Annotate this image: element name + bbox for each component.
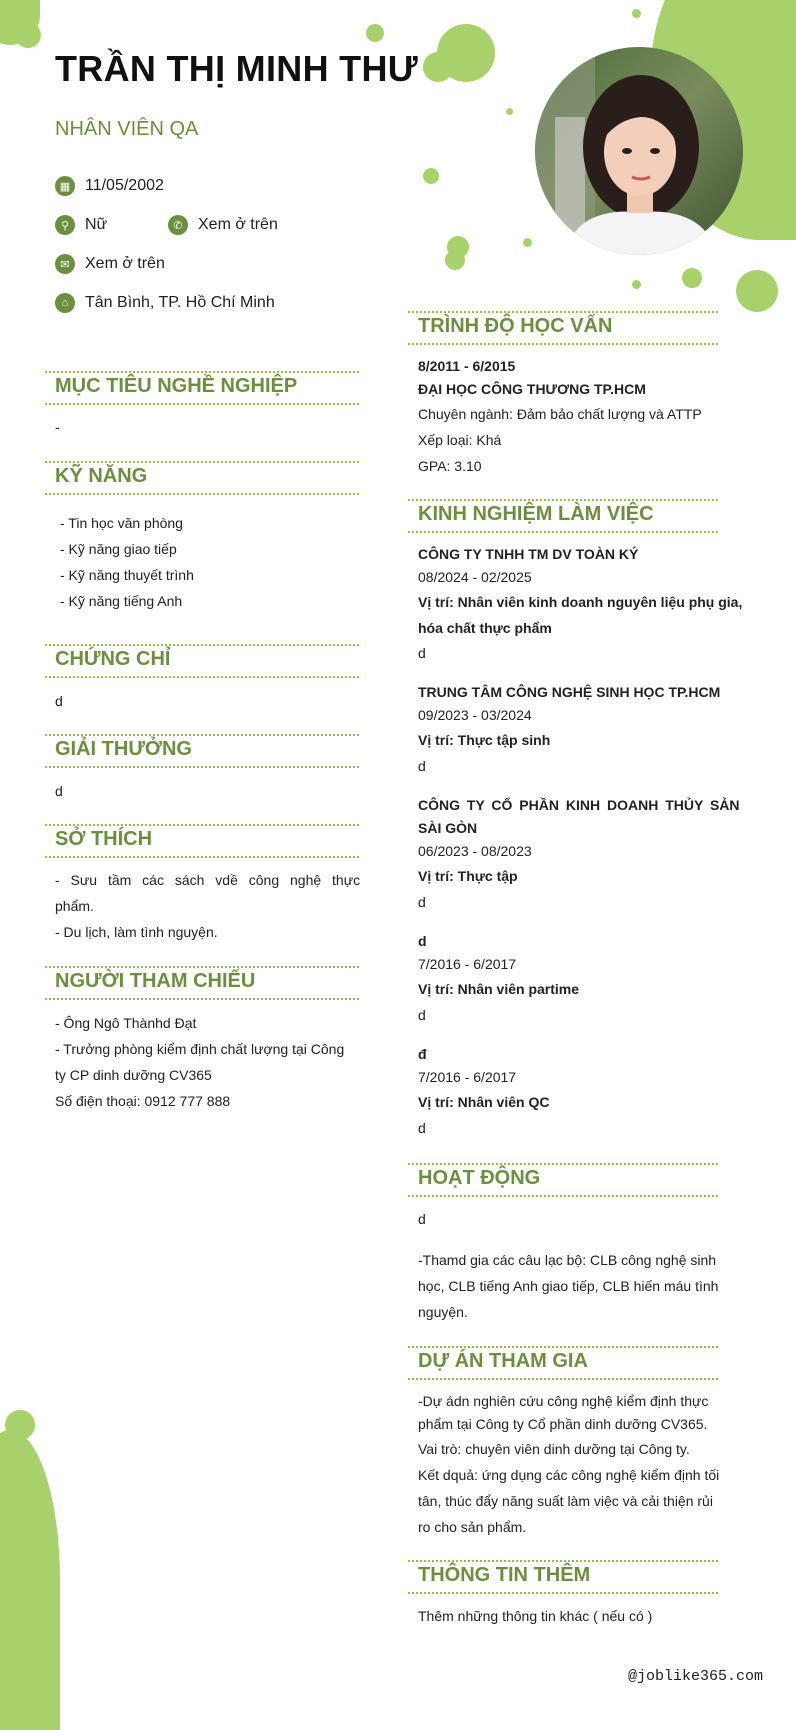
education-gpa: GPA: 3.10 (418, 458, 482, 474)
job-period: 09/2023 - 03/2024 (418, 707, 532, 723)
bubble-small-9 (682, 268, 702, 288)
experience-heading (408, 499, 718, 533)
job-position: Vị trí: Nhân viên kinh doanh nguyên liệu phụ gia, (418, 594, 743, 610)
objective-heading (45, 371, 359, 405)
activities-line: học, CLB tiếng Anh giao tiếp, CLB hiến máu tình (418, 1278, 719, 1294)
projects-line: tân, thúc đẩy năng suất làm việc và cải thiện rủi (418, 1493, 713, 1509)
job-position: Vị trí: Thực tập (418, 868, 518, 884)
skills-item: - Kỹ năng thuyết trình (60, 567, 194, 583)
job-period: 7/2016 - 6/2017 (418, 956, 517, 972)
projects-line: phẩm tại Công ty Cổ phần dinh dưỡng CV365. (418, 1416, 708, 1432)
activities-heading (408, 1163, 718, 1197)
education-heading (408, 311, 718, 345)
projects-heading (408, 1346, 718, 1380)
skills-item: - Kỹ năng tiếng Anh (60, 593, 183, 609)
education-title: TRÌNH ĐỘ HỌC VẤN (418, 315, 613, 337)
job-company: CÔNG TY CỔ PHẦN KINH DOANH THỦY SẢN (418, 797, 740, 813)
hobbies-line: - Sưu tầm các sách vdề công nghệ thực (55, 872, 361, 888)
bubble-small-7 (523, 238, 532, 247)
bottom-left-dot (5, 1410, 35, 1440)
projects-title: DỰ ÁN THAM GIA (418, 1350, 588, 1372)
projects-line: -Dự ádn nghiên cứu công nghệ kiểm định thực (418, 1393, 709, 1409)
job-position: Vị trí: Nhân viên QC (418, 1094, 550, 1110)
job-position: Vị trí: Thực tập sinh (418, 732, 551, 748)
activities-title: HOẠT ĐỘNG (418, 1167, 541, 1189)
job-period: 7/2016 - 6/2017 (418, 1069, 517, 1085)
job-desc: d (418, 758, 426, 774)
certificates-heading (45, 644, 359, 678)
references-heading (45, 966, 359, 1000)
hobbies-line: phẩm. (55, 898, 94, 914)
job-company: d (418, 933, 427, 949)
job-company: SÀI GÒN (418, 820, 478, 836)
bubble-large-2 (736, 270, 778, 312)
awards-text: d (55, 783, 63, 799)
watermark: @joblike365.com (628, 1668, 764, 1685)
job-desc: d (418, 645, 426, 661)
email-row (55, 254, 165, 274)
skills-item: - Tin học văn phòng (60, 515, 183, 531)
avatar-photo (535, 47, 743, 255)
address-row (55, 293, 275, 313)
bubble-small-6 (445, 250, 465, 270)
skills-title: KỸ NĂNG (55, 465, 148, 487)
hobbies-heading (45, 824, 359, 858)
objective-text: - (55, 419, 60, 435)
phone-value: Xem ở trên (198, 216, 278, 233)
candidate-name: TRẦN THỊ MINH THƯ (55, 48, 418, 89)
more-info-heading (408, 1560, 718, 1594)
home-icon: ⌂ (55, 293, 75, 313)
birthday-value: 11/05/2002 (85, 177, 164, 194)
experience-title: KINH NGHIỆM LÀM VIỆC (418, 503, 654, 525)
job-title: NHÂN VIÊN QA (55, 118, 199, 140)
job-position: Vị trí: Nhân viên partime (418, 981, 580, 997)
email-icon: ✉ (55, 254, 75, 274)
activities-line: -Thamd gia các câu lạc bộ: CLB công nghệ sinh (418, 1252, 717, 1268)
education-rank: Xếp loại: Khá (418, 432, 502, 448)
job-company: TRUNG TÂM CÔNG NGHỆ SINH HỌC TP.HCM (418, 684, 721, 700)
job-period: 06/2023 - 08/2023 (418, 843, 532, 859)
top-left-dot (15, 22, 41, 48)
hobbies-title: SỞ THÍCH (55, 828, 153, 850)
email-value: Xem ở trên (85, 255, 165, 272)
bottom-left-blob (0, 1430, 60, 1730)
gender-value: Nữ (85, 216, 108, 233)
job-desc: d (418, 1120, 426, 1136)
references-line: - Ông Ngô Thànhd Đạt (55, 1015, 197, 1031)
awards-title: GIẢI THƯỞNG (55, 738, 192, 760)
references-line: ty CP dinh dưỡng CV365 (55, 1067, 212, 1083)
job-company: đ (418, 1046, 427, 1062)
job-company: CÔNG TY TNHH TM DV TOÀN KÝ (418, 546, 639, 562)
address-value: Tân Bình, TP. Hồ Chí Minh (85, 294, 275, 311)
gender-icon: ⚲ (55, 215, 75, 235)
projects-line: ro cho sản phẩm. (418, 1519, 527, 1535)
bubble-small-3 (506, 108, 513, 115)
avatar (535, 47, 743, 255)
job-period: 08/2024 - 02/2025 (418, 569, 532, 585)
references-title: NGƯỜI THAM CHIẾU (55, 970, 256, 992)
hobbies-line: - Du lịch, làm tình nguyện. (55, 924, 218, 940)
activities-line: nguyện. (418, 1304, 468, 1320)
more-info-text: Thêm những thông tin khác ( nếu có ) (418, 1608, 653, 1624)
education-major: Chuyên ngành: Đảm bảo chất lượng và ATTP (418, 406, 702, 422)
bubble-small-2 (632, 9, 641, 18)
job-position: hóa chất thực phẩm (418, 620, 552, 636)
more-info-title: THÔNG TIN THÊM (418, 1564, 591, 1586)
education-school: ĐẠI HỌC CÔNG THƯƠNG TP.HCM (418, 381, 646, 397)
projects-line: Kết dquả: ứng dụng các công nghệ kiểm định tối (418, 1467, 720, 1483)
skills-heading (45, 461, 359, 495)
certificates-title: CHỨNG CHỈ (55, 648, 171, 670)
certificates-text: d (55, 693, 63, 709)
phone-icon: ✆ (168, 215, 188, 235)
job-desc: d (418, 894, 426, 910)
gender-row (55, 215, 107, 235)
activities-line: d (418, 1211, 426, 1227)
education-period: 8/2011 - 6/2015 (418, 358, 516, 374)
bubble-medium (423, 52, 453, 82)
objective-title: MỤC TIÊU NGHỀ NGHIỆP (55, 375, 298, 397)
calendar-icon: ▦ (55, 176, 75, 196)
job-desc: d (418, 1007, 426, 1023)
phone-row (168, 215, 278, 235)
skills-item: - Kỹ năng giao tiếp (60, 541, 177, 557)
bubble-small-4 (423, 168, 439, 184)
bubble-small-1 (366, 24, 384, 42)
references-line: Số điện thoại: 0912 777 888 (55, 1093, 231, 1109)
projects-line: Vai trò: chuyên viên dinh dưỡng tại Công ty. (418, 1441, 690, 1457)
awards-heading (45, 734, 359, 768)
bubble-small-8 (632, 280, 641, 289)
birthday-row (55, 176, 164, 196)
references-line: - Trưởng phòng kiểm định chất lượng tại Công (55, 1041, 345, 1057)
